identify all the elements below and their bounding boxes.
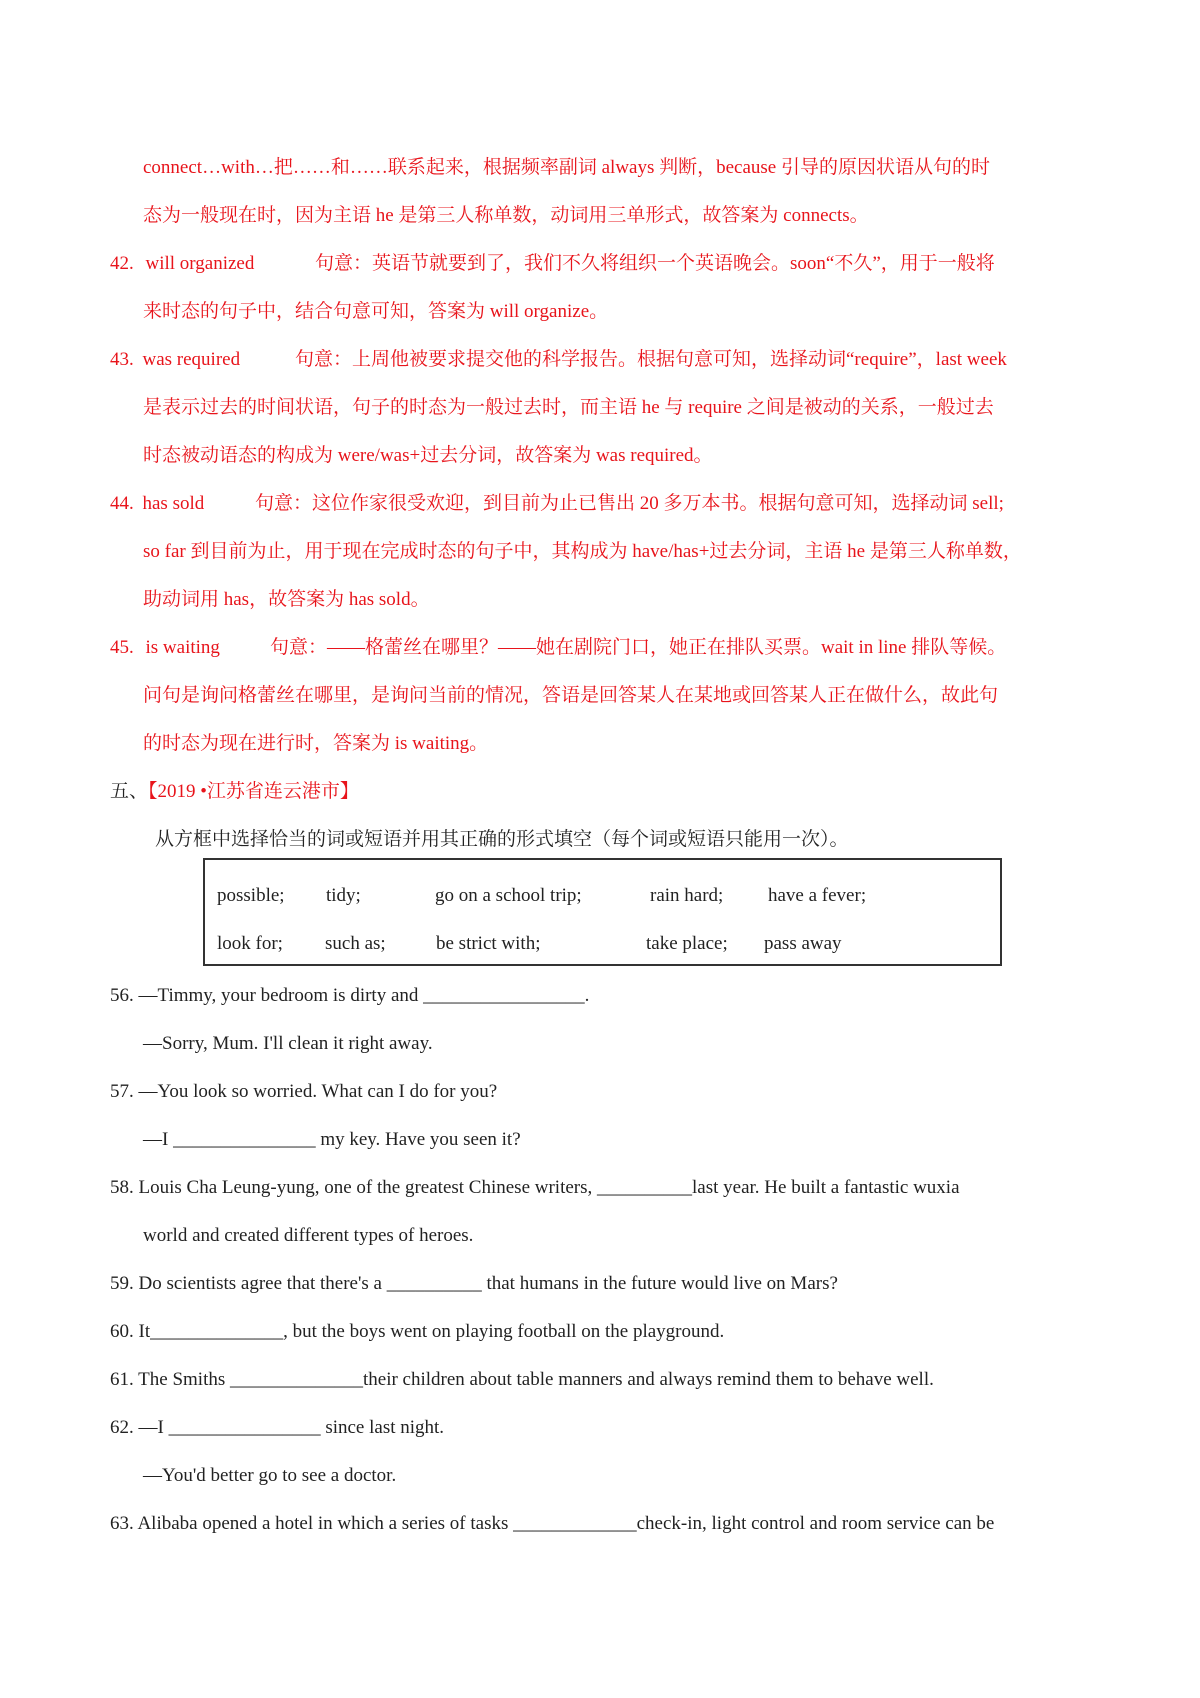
question-line: 62. —I ________________ since last night. <box>110 1417 445 1438</box>
question-line: 59. Do scientists agree that there's a __________ that humans in the future would live on Mars? <box>110 1273 838 1294</box>
item-answer: was required <box>142 349 241 370</box>
answer-text-line: 句意：——格蕾丝在哪里？——她在剧院门口，她正在排队买票。wait in line 排队等候。 <box>270 637 1007 658</box>
item-number: 44. <box>110 493 134 514</box>
answer-text-line: 助动词用 has，故答案为 has sold。 <box>143 589 430 610</box>
word-option: pass away <box>764 933 842 954</box>
question-line: —You'd better go to see a doctor. <box>143 1465 397 1486</box>
word-option: rain hard; <box>650 885 724 906</box>
item-answer: is waiting <box>145 637 220 658</box>
question-line: —I _______________ my key. Have you seen it? <box>143 1129 521 1150</box>
item-number: 45. <box>110 637 134 658</box>
answer-item-43 <box>110 348 240 372</box>
word-option: go on a school trip; <box>435 885 582 906</box>
word-option: be strict with; <box>436 933 541 954</box>
question-line: 56. —Timmy, your bedroom is dirty and _________________. <box>110 985 590 1006</box>
section-number: 五、 <box>110 781 149 802</box>
answer-text-line: so far 到目前为止，用于现在完成时态的句子中，其构成为 have/has+过去分词，主语 he 是第三人称单数， <box>143 541 1022 562</box>
item-answer: has sold <box>142 493 205 514</box>
answer-text-line: 句意：上周他被要求提交他的科学报告。根据句意可知，选择动词“require”，last week <box>295 349 1007 370</box>
word-option: take place; <box>646 933 728 954</box>
section-source: 【2019 •江苏省连云港市】 <box>148 781 359 802</box>
question-line: world and created different types of heroes. <box>143 1225 474 1246</box>
question-line: 58. Louis Cha Leung-yung, one of the greatest Chinese writers, __________last year. He built a fantastic wuxia <box>110 1177 960 1198</box>
question-line: 61. The Smiths ______________their children about table manners and always remind them to behave well. <box>110 1369 934 1390</box>
answer-item-44 <box>110 492 204 516</box>
answer-text-line: connect…with…把……和……联系起来，根据频率副词 always 判断，because 引导的原因状语从句的时 <box>143 157 990 178</box>
question-line: —Sorry, Mum. I'll clean it right away. <box>143 1033 433 1054</box>
word-option: tidy; <box>326 885 361 906</box>
answer-text-line: 句意：这位作家很受欢迎，到目前为止已售出 20 多万本书。根据句意可知，选择动词 sell; <box>255 493 1004 514</box>
question-line: 57. —You look so worried. What can I do for you? <box>110 1081 498 1102</box>
answer-text-line: 是表示过去的时间状语，句子的时态为一般过去时，而主语 he 与 require 之间是被动的关系，一般过去 <box>143 397 994 418</box>
answer-text-line: 来时态的句子中，结合句意可知，答案为 will organize。 <box>143 301 609 322</box>
section-header <box>110 780 359 804</box>
word-option: look for; <box>217 933 283 954</box>
answer-item-45 <box>110 636 220 660</box>
word-option: have a fever; <box>768 885 867 906</box>
item-number: 43. <box>110 349 134 370</box>
answer-text-line: 态为一般现在时，因为主语 he 是第三人称单数，动词用三单形式，故答案为 connects。 <box>143 205 869 226</box>
answer-item-42 <box>110 252 254 276</box>
item-number: 42. <box>110 253 134 274</box>
word-option: such as; <box>325 933 386 954</box>
answer-text-line: 问句是询问格蕾丝在哪里，是询问当前的情况，答语是回答某人在某地或回答某人正在做什么，故此句 <box>143 685 999 706</box>
question-line: 63. Alibaba opened a hotel in which a series of tasks _____________check-in, light control and room service can be <box>110 1513 995 1534</box>
item-answer: will organized <box>145 253 255 274</box>
answer-text-line: 的时态为现在进行时，答案为 is waiting。 <box>143 733 489 754</box>
answer-text-line: 句意：英语节就要到了，我们不久将组织一个英语晚会。soon“不久”，用于一般将 <box>315 253 995 274</box>
answer-text-line: 时态被动语态的构成为 were/was+过去分词，故答案为 was required。 <box>143 445 713 466</box>
question-line: 60. It______________, but the boys went on playing football on the playground. <box>110 1321 725 1342</box>
word-option: possible; <box>217 885 285 906</box>
word-box <box>203 858 1002 966</box>
section-instruction: 从方框中选择恰当的词或短语并用其正确的形式填空（每个词或短语只能用一次）。 <box>155 829 849 850</box>
